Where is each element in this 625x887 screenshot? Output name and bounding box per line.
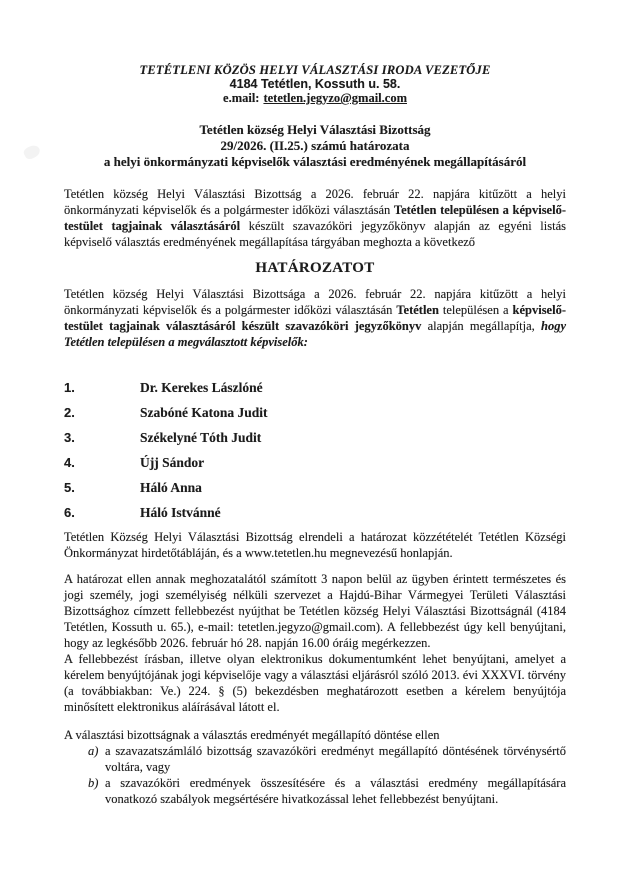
- office-title: TETÉTLENI KÖZÖS HELYI VÁLASZTÁSI IRODA VEZETŐJE: [139, 63, 491, 77]
- decision-heading: HATÁROZATOT: [255, 260, 375, 276]
- item-text: a szavazóköri eredmények összesítésére és a választási eredmény megállapítására vonatkozó szabályok megsértésére hivatkozással lehet fellebbezést benyújtani.: [105, 776, 566, 806]
- appeal-ground-item: [64, 775, 566, 807]
- list-item: [64, 380, 566, 396]
- list-item: [64, 505, 566, 521]
- appeal-form-paragraph: A fellebbezést írásban, illetve olyan elektronikus dokumentumként lehet benyújtani, amelyet a kérelem benyújtójának jogi képviselője vagy a választási eljárásról szóló 2013. évi XXXVI. törvény (a továbbiakban: Ve.) 224. § (5) bekezdésben meghatározott esetben a kérelem benyújtója minősített elektronikus aláírásával látott el.: [64, 652, 566, 714]
- item-name: Dr. Kerekes Lászlóné: [140, 380, 263, 395]
- appeal-ground-item: [64, 743, 566, 775]
- list-item: [64, 405, 566, 421]
- text-run-bold: Tetétlen: [396, 303, 439, 317]
- title-number: 29/2026. (II.25.) számú határozata: [220, 138, 410, 153]
- item-marker: b): [88, 776, 99, 790]
- list-item: [64, 430, 566, 446]
- item-number: 6.: [64, 505, 75, 520]
- item-name: Háló Anna: [140, 480, 202, 495]
- text-run-bold-italic: hogy Tetétlen településen a megválasztott képviselők:: [64, 319, 567, 349]
- email-label: e.mail:: [223, 91, 260, 105]
- title-committee: Tetétlen község Helyi Választási Bizottság: [199, 122, 431, 137]
- appeal-deadline-paragraph: A határozat ellen annak meghozatalától számított 3 napon belül az ügyben érintett természetes és jogi személy, jogi személyiség nélküli szervezet a Hajdú-Bihar Vármegyei Területi Választási Bizottsághoz címzett fellebbezést nyújthat be Tetétlen község Helyi Választási Bizottságnál (4184 Tetétlen, Kossuth u. 65.), e-mail: tetetlen.jegyzo@gmail.com). A fellebbezést úgy kell benyújtani, hogy az legkésőbb 2026. február hó 28. napján 16.00 óráig megérkezzen.: [64, 572, 566, 650]
- intro-paragraph: [64, 186, 566, 250]
- item-marker: a): [88, 744, 99, 758]
- text-run-bold: Tetétlen településen a képviselő-testület tagjainak választásáról: [64, 203, 566, 233]
- text-run: készült szavazóköri jegyzőkönyv alapján az egyéni listás képviselő választás eredményének megállapítása tárgyában meghozta a következő: [64, 219, 566, 249]
- document-title: [64, 122, 566, 170]
- document-content: [64, 0, 566, 807]
- appeal-grounds-lead: A választási bizottságnak a választás eredményét megállapító döntése ellen: [64, 728, 440, 742]
- publication-paragraph: Tetétlen Község Helyi Választási Bizottság elrendeli a határozat közzétételét Tetétlen Községi Önkormányzat hirdetőtábláján, és a www.tetetlen.hu megnevezésű honlapján.: [64, 530, 566, 560]
- item-name: Háló Istvánné: [140, 505, 221, 520]
- office-address: 4184 Tetétlen, Kossuth u. 58.: [229, 77, 401, 91]
- letterhead: [64, 0, 566, 105]
- item-number: 5.: [64, 480, 75, 495]
- item-number: 2.: [64, 405, 75, 420]
- item-name: Újj Sándor: [140, 455, 205, 470]
- elected-representatives-list: [64, 380, 566, 521]
- office-email: [64, 91, 566, 105]
- item-number: 3.: [64, 430, 75, 445]
- text-run-bold: képviselő-testület tagjainak választásáról készült szavazóköri jegyzőkönyv: [64, 303, 566, 333]
- scan-smudge: [22, 143, 42, 161]
- item-number: 4.: [64, 455, 75, 470]
- item-text: a szavazatszámláló bizottság szavazóköri eredményt megállapító döntésének törvénysértő voltára, vagy: [105, 744, 566, 774]
- text-run: alapján megállapítja,: [421, 319, 542, 333]
- text-run: Tetétlen község Helyi Választási Bizottsága a 2026. február 22. napjára kitűzött a helyi önkormányzati képviselők és a polgármester időközi választásán: [64, 287, 566, 317]
- list-item: [64, 455, 566, 471]
- text-run: Tetétlen község Helyi Választási Bizottság a 2026. február 22. napjára kitűzött a helyi önkormányzati képviselők és a polgármester időközi választásán: [64, 187, 566, 217]
- title-subject: a helyi önkormányzati képviselők választási eredményének megállapításáról: [103, 154, 527, 169]
- email-link[interactable]: tetetlen.jegyzo@gmail.com: [263, 91, 407, 105]
- decision-paragraph: [64, 286, 566, 350]
- list-item: [64, 480, 566, 496]
- item-name: Szabóné Katona Judit: [140, 405, 268, 420]
- text-run: településen a: [438, 303, 513, 317]
- item-name: Székelyné Tóth Judit: [140, 430, 262, 445]
- item-number: 1.: [64, 380, 75, 395]
